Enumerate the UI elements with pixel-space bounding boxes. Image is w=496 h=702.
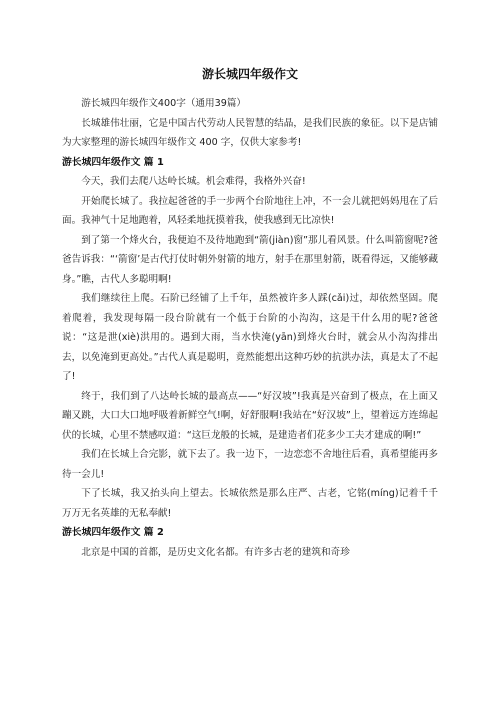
document-title: 游长城四年级作文 [201, 67, 298, 81]
section-1-paragraph: 我们在长城上合完影，就下去了。我一边下，一边恋恋不舍地往后看，真希望能再多待一会儿! [62, 449, 438, 480]
section-2-paragraph: 北京是中国的首都，是历史文化名都。有许多古老的建筑和奇珍 [81, 546, 350, 558]
document-intro: 长城雄伟壮丽，它是中国古代劳动人民智慧的结晶，是我们民族的象征。以下是店铺为大家整理的游长城四年级作文 400 字，仅供大家参考! [62, 117, 438, 148]
section-1-paragraph: 开始爬长城了。我拉起爸爸的手一步两个台阶地往上冲，不一会儿就把妈妈甩在了后面。我神气十足地跑着，风轻柔地抚摸着我，使我感到无比凉快! [62, 195, 438, 226]
section-1-paragraph: 今天，我们去爬八达岭长城。机会难得，我格外兴奋! [81, 176, 306, 187]
section-1-paragraph: 我们继续往上爬。石阶已经铺了上千年，虽然被许多人踩(cǎi)过，却依然坚固。爬着爬着，我发现每隔一段台阶就有一个低于台阶的小沟沟，这是干什么用的呢?爸爸说：“这是泄(xiè)洪用的。遇到大雨，当水快淹(yān)到烽火台时，就会从小沟沟排出去，以免淹到更高处。”古代人真是聪明，竟然能想出这种巧妙的抗洪办法，真是太了不起了! [62, 293, 438, 382]
section-heading-1: 游长城四年级作文 篇 1 [62, 156, 164, 168]
section-heading-2: 游长城四年级作文 篇 2 [62, 527, 164, 538]
document-subtitle: 游长城四年级作文400字（通用39篇） [81, 98, 247, 109]
section-1-paragraph: 下了长城，我又抬头向上望去。长城依然是那么庄严、古老，它铭(míng)记着千千万万无名英雄的无私奉献! [62, 488, 438, 519]
section-1-paragraph: 终于，我们到了八达岭长城的最高点——“好汉坡”!我真是兴奋到了极点，在上面又蹦又跳，大口大口地呼吸着新鲜空气!啊，好舒服啊!我站在“好汉坡”上，望着远方连绵起伏的长城，心里不禁感叹道：“这巨龙般的长城，是建造者们花多少工夫才建成的啊!” [62, 390, 438, 441]
section-1-paragraph: 到了第一个烽火台，我便迫不及待地跑到“箭(jiàn)窗”那儿看风景。什么叫箭窗呢?爸爸告诉我：“‘箭窗’是古代打仗时朝外射箭的地方，射手在那里射箭，既看得远，又能够藏身。”瞧，古代人多聪明啊! [62, 234, 438, 285]
